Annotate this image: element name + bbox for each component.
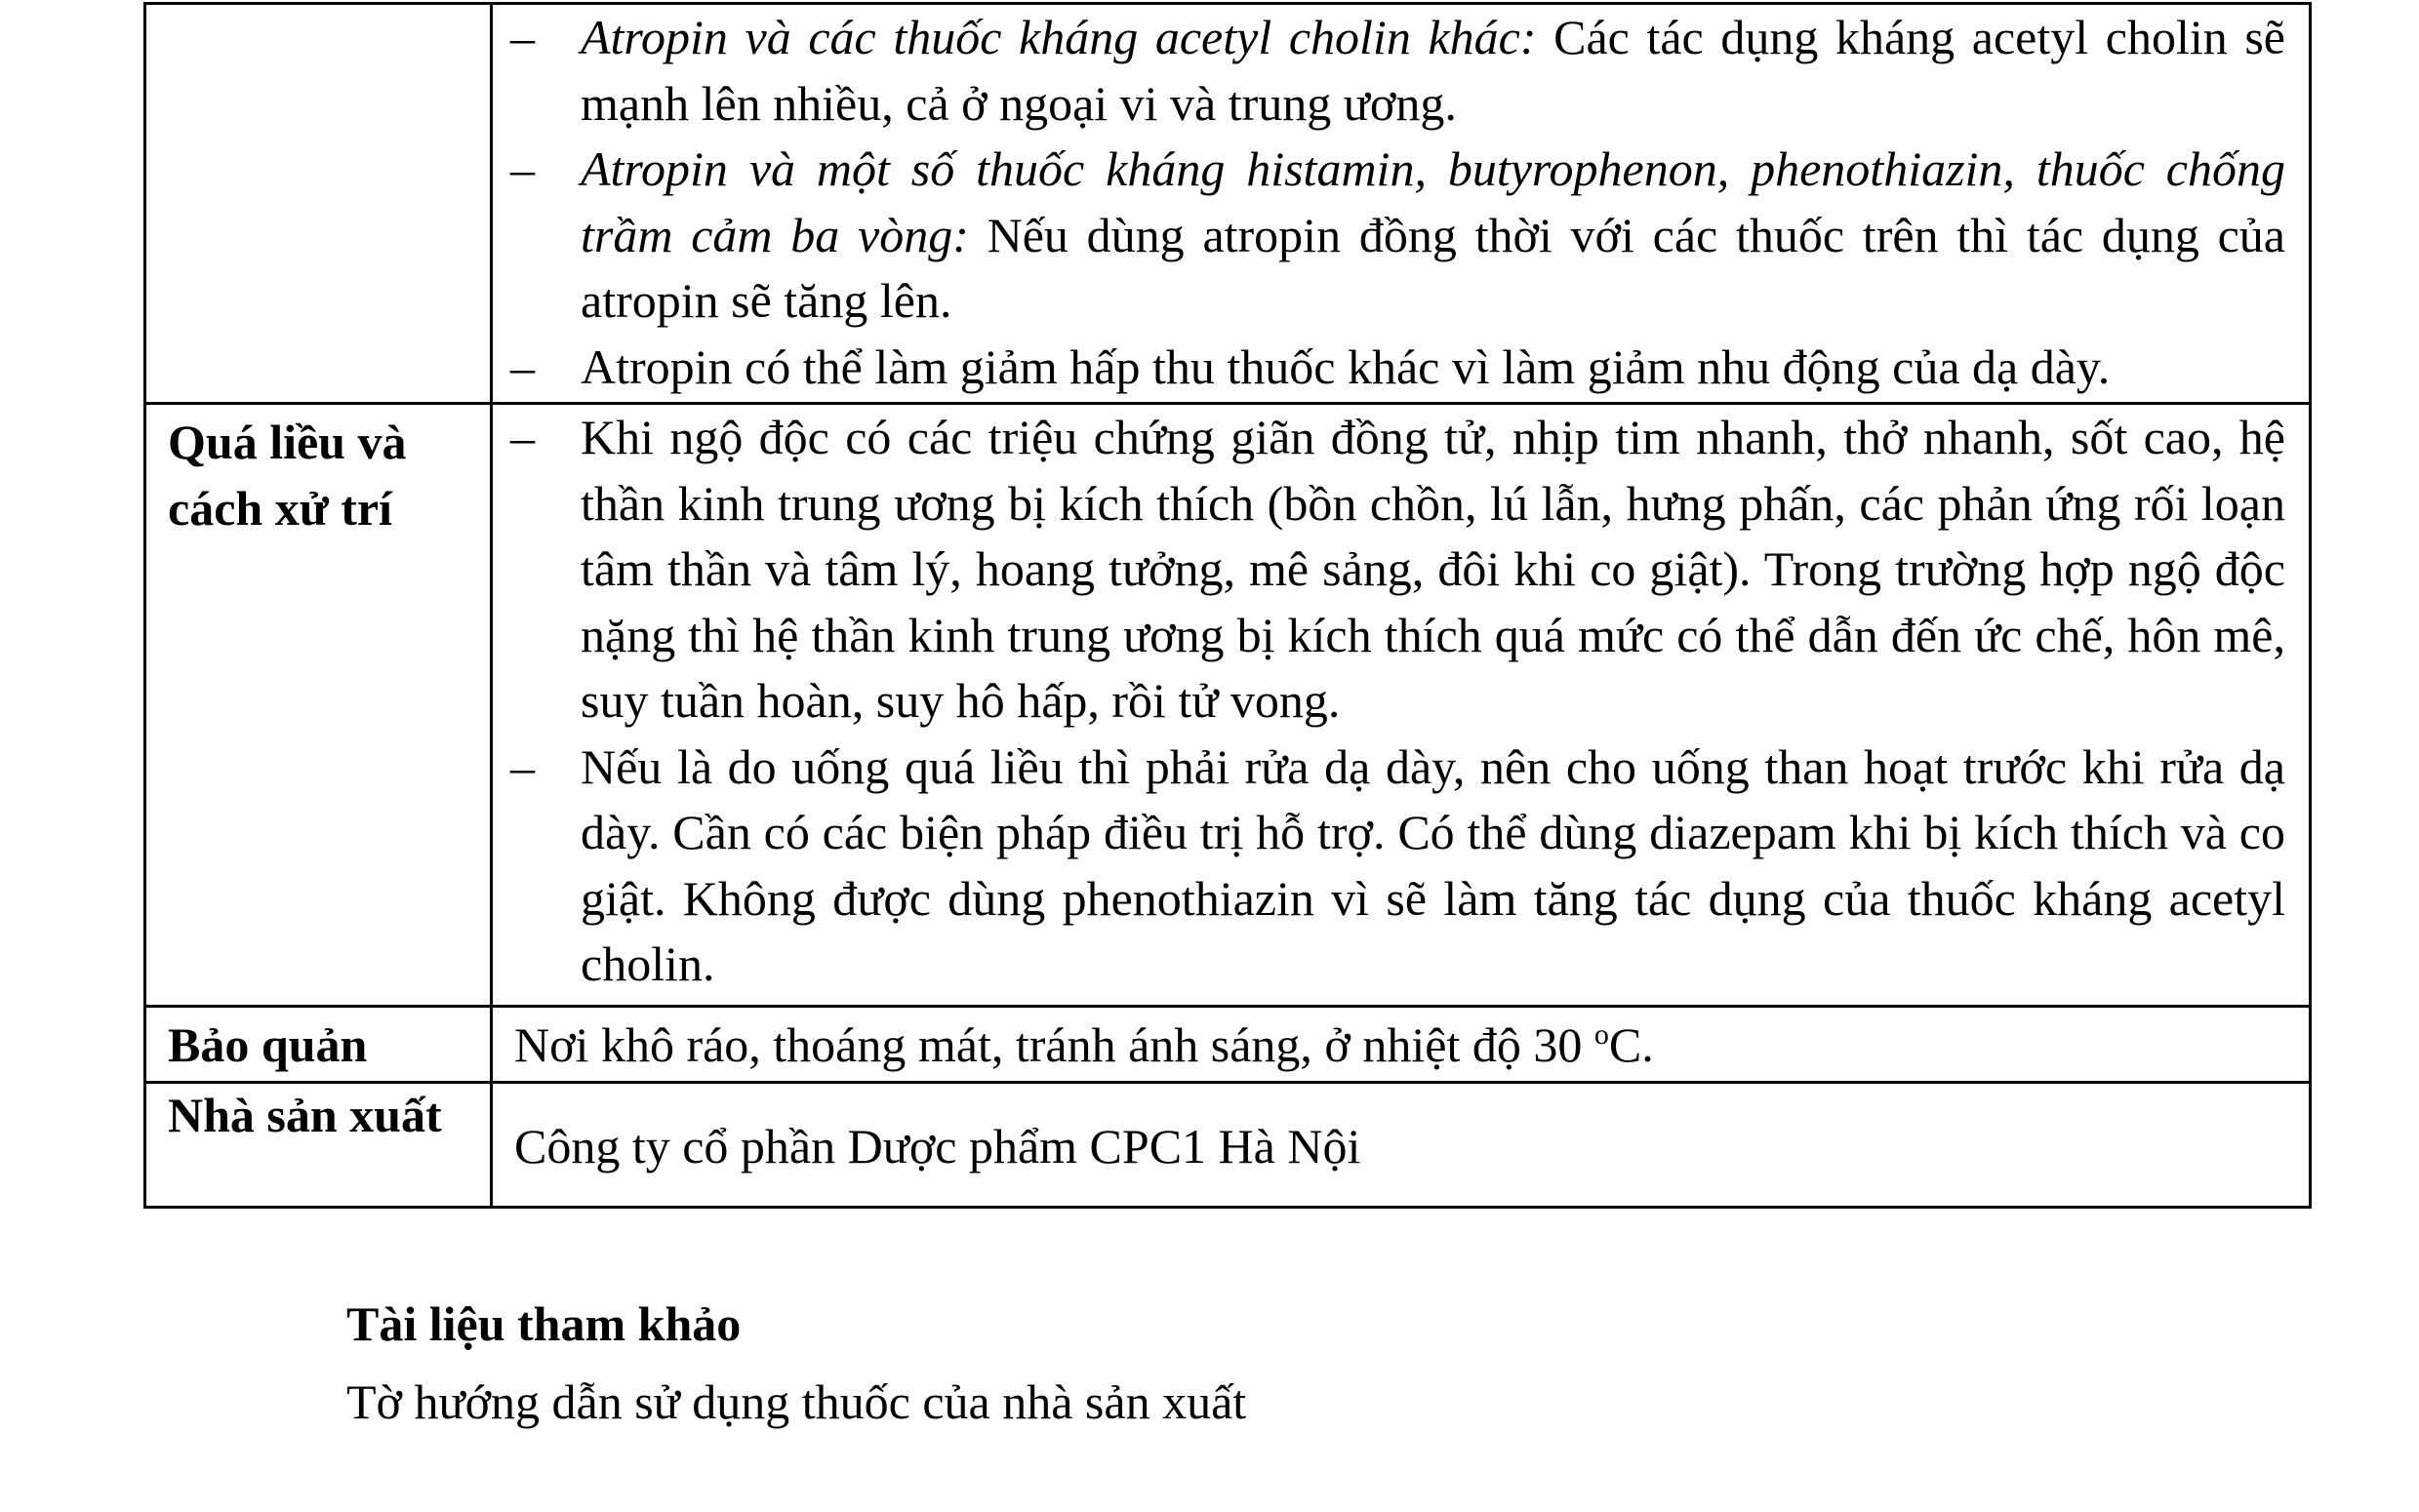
interaction-italic-lead: Atropin và một số thuốc kháng histamin, butyrophenon, phenothiazin, thuốc chống trầm cảm ba vòng: — [581, 141, 2285, 262]
dash-bullet: – — [510, 10, 535, 64]
row-content-manufacturer: Công ty cổ phần Dược phẩm CPC1 Hà Nội — [492, 1083, 2311, 1208]
row-label-manufacturer: Nhà sản xuất — [145, 1083, 492, 1208]
table-row-overdose — [145, 404, 2311, 1007]
table-row-storage — [145, 1007, 2311, 1083]
degree-superscript: o — [1593, 1018, 1609, 1051]
list-item — [510, 335, 2285, 401]
drug-info-table — [143, 2, 2312, 1209]
list-item — [510, 405, 2285, 735]
interaction-text: Atropin có thể làm giảm hấp thu thuốc khác vì làm giảm nhu động của dạ dày. — [581, 338, 2111, 394]
row-label-overdose: Quá liều và cách xử trí — [145, 404, 492, 1007]
dash-bullet: – — [510, 338, 535, 394]
references-heading: Tài liệu tham khảo — [346, 1296, 742, 1351]
row-label-storage: Bảo quản — [145, 1007, 492, 1083]
overdose-text: Nếu là do uống quá liều thì phải rửa dạ dày, nên cho uống than hoạt trước khi rửa dạ dày. Cần có các biện pháp điều trị hỗ trợ. Có thể dùng diazepam khi bị kích thích và co giật. Không được dùng phenothiazin vì sẽ làm tăng tác dụng của thuốc kháng acetyl cholin. — [581, 738, 2285, 991]
list-item — [510, 735, 2285, 998]
row-content-storage — [492, 1007, 2311, 1083]
table-row-interactions — [145, 4, 2311, 404]
dash-bullet: – — [510, 738, 535, 794]
interaction-italic-lead: Atropin và các thuốc kháng acetyl cholin khác: — [581, 10, 1537, 64]
dash-bullet: – — [510, 141, 535, 196]
list-item — [510, 5, 2285, 137]
references-text: Tờ hướng dẫn sử dụng thuốc của nhà sản xuất — [346, 1374, 1247, 1429]
row-label-interactions — [145, 4, 492, 404]
storage-text: Nơi khô ráo, thoáng mát, tránh ánh sáng, ở nhiệt độ 30 — [514, 1017, 1594, 1072]
row-content-overdose — [492, 404, 2311, 1007]
interaction-text: Nếu dùng atropin đồng thời với các thuốc trên thì tác dụng của atropin sẽ tăng lên. — [581, 207, 2285, 328]
list-item — [510, 137, 2285, 335]
table-row-manufacturer — [145, 1083, 2311, 1208]
storage-unit: C. — [1608, 1017, 1654, 1072]
row-content-interactions — [492, 4, 2311, 404]
interaction-text: Các tác dụng kháng acetyl cholin sẽ mạnh lên nhiều, cả ở ngoại vi và trung ương. — [581, 10, 2285, 131]
dash-bullet: – — [510, 410, 535, 464]
overdose-text: Khi ngộ độc có các triệu chứng giãn đồng tử, nhịp tim nhanh, thở nhanh, sốt cao, hệ thần kinh trung ương bị kích thích (bồn chồn, lú lẫn, hưng phấn, các phản ứng rối loạn tâm thần và tâm lý, hoang tưởng, mê sảng, đôi khi co giật). Trong trường hợp ngộ độc nặng thì hệ thần kinh trung ương bị kích thích quá mức có thể dẫn đến ức chế, hôn mê, suy tuần hoàn, suy hô hấp, rồi tử vong. — [581, 410, 2285, 728]
